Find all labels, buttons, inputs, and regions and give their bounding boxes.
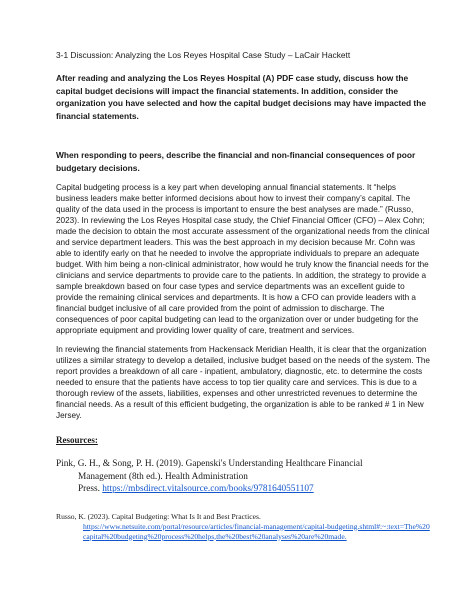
spacer: [56, 336, 430, 344]
body-paragraph-2: In reviewing the financial statements from Hackensack Meridian Health, it is clear that the organization utilizes a similar strategy to develop a detailed, inclusive budget based on the needs of the system. The report provides a breakdown of all care - inpatient, ambulatory, diagnostic, etc. to determine the costs needed to ensure that the patients have access to top tier quality care and services. This is due to a thorough review of the assets, liabilities, expenses and other unrestricted revenues to determine the financial needs. As a result of this efficient budgeting, the organization is able to be ranked # 1 in New Jersey.: [56, 345, 430, 420]
spacer: [56, 174, 430, 182]
document-body: [56, 50, 430, 542]
reference-2: [56, 512, 430, 542]
spacer: [56, 496, 430, 512]
spacer: [56, 122, 430, 149]
reference-2-line-1: Russo, K. (2023). Capital Budgeting: What Is It and Best Practices.: [56, 511, 261, 521]
reference-1-link[interactable]: https://mbsdirect.vitalsource.com/books/9781640551107: [102, 484, 314, 494]
document-title: 3-1 Discussion: Analyzing the Los Reyes Hospital Case Study – LaCair Hackett: [56, 50, 351, 60]
reference-1: [56, 458, 430, 496]
body-paragraph-1: Capital budgeting process is a key part when developing annual financial statements. It “helps business leaders make better informed decisions about how to invest their company’s capital. The quality of the data used in the process is important to ensure the best analyses are made.” (Russo, 2023). In reviewing the Los Reyes Hospital case study, the Chief Financial Officer (CFO) – Alex Cohn; made the decision to obtain the most accurate assessment of the organizational needs from the clinical and service department leaders. This was the best approach in my decision because Mr. Cohn was able to identify early on that he needed to involve the appropriate individuals to prepare an adequate budget. With him being a non-clinical administrator, how would he truly know the financial needs for the clinicians and service departments to provide care to the patients. In addition, the strategy to provide a sample breakdown based on four case types and service departments was an excellent guide to provide the remaining clinical services and departments. It is how a CFO can provide leaders with a financial budget inclusive of all care provided from the point of admission to discharge. The consequences of poor capital budgeting can lead to the organization over or under budgeting for the appropriate equipment and providing lower quality of care, treatment and services.: [56, 183, 430, 335]
reference-1-line-2: Management (8th ed.). Health Administration: [78, 471, 248, 482]
peer-response-prompt: When responding to peers, describe the financial and non-financial consequences of poor budgetary decisions.: [56, 150, 416, 173]
discussion-prompt: After reading and analyzing the Los Reyes Hospital (A) PDF case study, discuss how the capital budget decisions will impact the financial statements. In addition, consider the organization you have selected and how the capital budget decisions may have impacted the financial statements.: [56, 73, 426, 121]
reference-1-line-3: [56, 483, 430, 496]
reference-1-publisher-suffix: Press.: [78, 484, 103, 494]
spacer: [56, 421, 430, 434]
resources-heading: Resources:: [56, 435, 98, 445]
reference-2-link[interactable]: https://www.netsuite.com/portal/resource/articles/financial-management/capital-budgeting.shtml#:~:text=The%20capital%20budgeting%20process%20helps,the%20best%20analyses%20are%20made.: [83, 521, 430, 541]
spacer: [56, 446, 430, 458]
reference-1-line-1: Pink, G. H., & Song, P. H. (2019). Gapenski's Understanding Healthcare Financial: [56, 459, 363, 469]
reference-2-link-wrap: [56, 522, 430, 542]
